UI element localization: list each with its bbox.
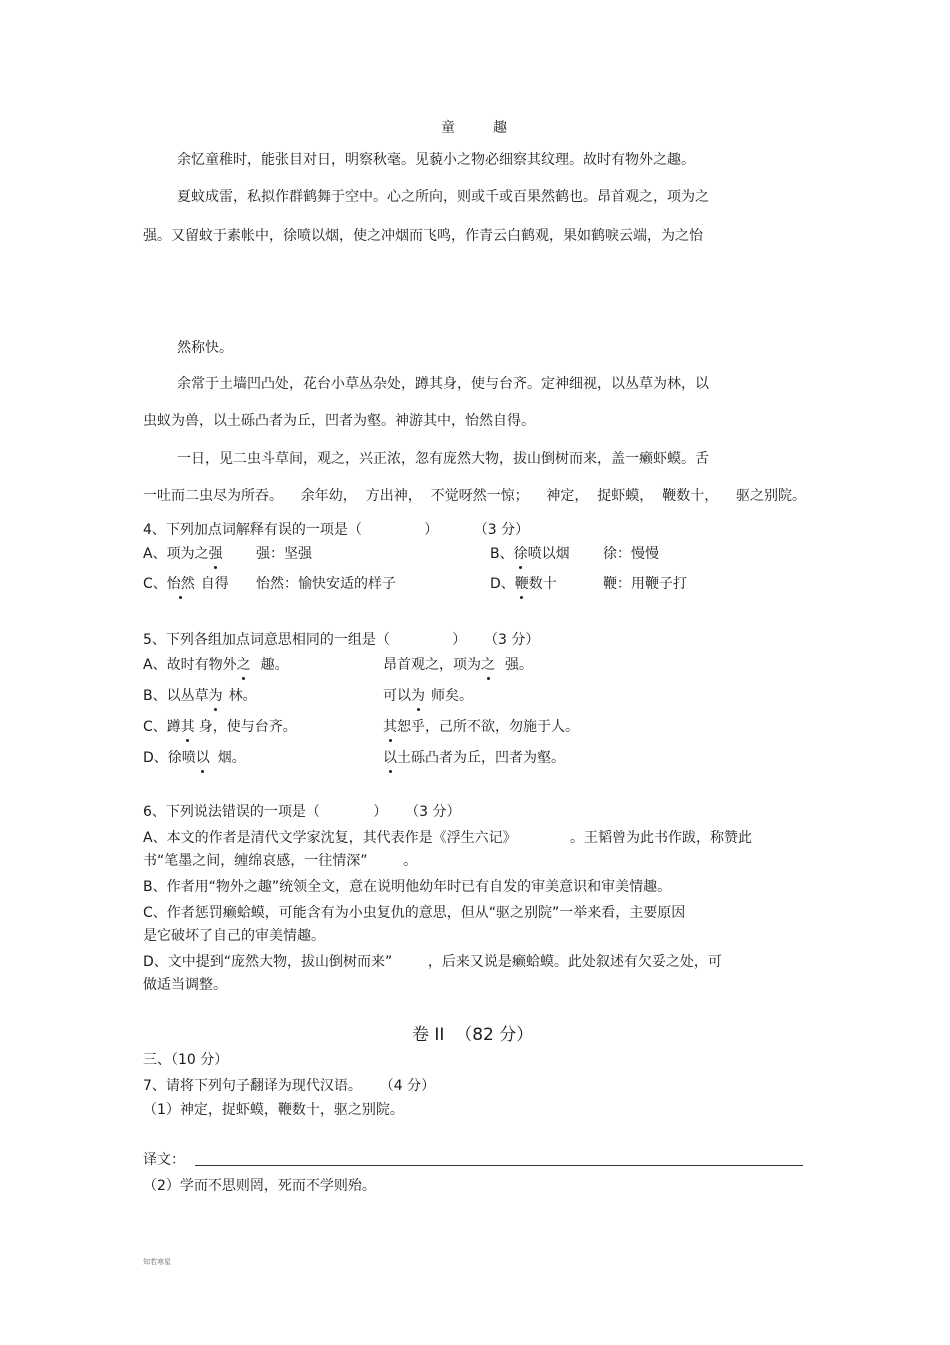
q6-option-d-line-1: D、文中提到“庞然大物，拔山倒树而来” ，后来又说是癞蛤蟆。此处叙述有欠妥之处，可 [143,954,722,970]
q5-option-a-left: A、故时有物外之 趣。 [143,657,289,673]
passage-para-1: 余忆童稚时，能张目对日，明察秋毫。见藐小之物必细察其纹理。故时有物外之趣。 [177,152,695,168]
q4-option-a: A、项为之强 [143,546,223,562]
passage-para-2-line-1: 夏蚊成雷，私拟作群鹤舞于空中。心之所向，则或千或百果然鹤也。昂首观之，项为之 [177,189,709,205]
q4-option-d-explanation: 鞭：用鞭子打 [603,576,687,592]
q4-stem: 4、下列加点词解释有误的一项是（ ） （3 分） [143,522,530,538]
q6-option-b: B、作者用“物外之趣”统领全文，意在说明他幼年时已有自发的审美意识和审美情趣。 [143,879,672,895]
q6-option-c-line-1: C、作者惩罚癞蛤蟆，可能含有为小虫复仇的意思，但从“驱之别院”一举来看，主要原因 [143,905,686,921]
q6-option-d-line-2: 做适当调整。 [143,977,227,993]
q7-sentence-1: （1）神定，捉虾蟆，鞭数十，驱之别院。 [143,1102,404,1118]
q7-answer-line[interactable] [195,1165,803,1166]
q5-option-d-left: D、徐喷以 烟。 [143,750,246,766]
q5-option-c-left: C、蹲其 身，使与台齐。 [143,719,297,735]
q4-option-d: D、鞭数十 [490,576,557,592]
title-char-2: 趣 [493,120,507,136]
q7-stem: 7、请将下列句子翻译为现代汉语。 （4 分） [143,1078,436,1094]
q6-option-c-line-2: 是它破坏了自己的审美情趣。 [143,928,325,944]
q6-option-a-line-2: 书“笔墨之间，缠绵哀感，一往情深” 。 [143,853,418,869]
q6-stem: 6、下列说法错误的一项是（ ） （3 分） [143,804,461,820]
passage-para-2-line-2: 强。又留蚊于素帐中，徐喷以烟，使之冲烟而飞鸣，作青云白鹤观，果如鹤唳云端，为之怡 [143,228,703,244]
q4-option-c: C、怡然 自得 [143,576,229,592]
q5-option-b-left: B、以丛草为 林。 [143,688,257,704]
part-2-heading: 卷 II （82 分） [412,1025,534,1045]
q7-answer-label: 译文： [143,1152,185,1168]
q4-option-b-explanation: 徐：慢慢 [603,546,659,562]
q7-sentence-2: （2）学而不思则罔，死而不学则殆。 [143,1178,376,1194]
passage-para-3-line-1: 余常于土墙凹凸处，花台小草丛杂处，蹲其身，使与台齐。定神细视，以丛草为林，以 [177,376,709,392]
q5-stem: 5、下列各组加点词意思相同的一组是（ ） （3 分） [143,632,540,648]
q4-option-c-explanation: 怡然：愉快安适的样子 [256,576,396,592]
section-3-heading: 三、（10 分） [143,1052,229,1068]
passage-para-4-line-2: 一吐而二虫尽为所吞。 余年幼， 方出神， 不觉呀然一惊； 神定， 捉虾蟆， 鞭数十， 驱之别院。 [143,488,807,504]
q5-option-d-right: 以土砾凸者为丘，凹者为壑。 [383,750,565,766]
q5-option-b-right: 可以为 师矣。 [383,688,473,704]
q4-option-a-explanation: 强：坚强 [256,546,312,562]
passage-para-3-line-2: 虫蚁为兽，以土砾凸者为丘，凹者为壑。神游其中，怡然自得。 [143,413,535,429]
title-char-1: 童 [441,120,455,136]
q4-option-b: B、徐喷以烟 [490,546,570,562]
q5-option-c-right: 其恕乎，己所不欲，勿施于人。 [383,719,579,735]
page-footer: 知若寒星 [143,1258,171,1266]
q5-option-a-right: 昂首观之，项为之 强。 [383,657,533,673]
passage-para-2-line-3: 然称快。 [177,340,233,356]
q6-option-a-line-1: A、本文的作者是清代文学家沈复，其代表作是《浮生六记》 。王韬曾为此书作跋，称赞此 [143,830,752,846]
passage-para-4-line-1: 一日，见二虫斗草间，观之，兴正浓，忽有庞然大物，拔山倒树而来，盖一癞虾蟆。舌 [177,451,709,467]
